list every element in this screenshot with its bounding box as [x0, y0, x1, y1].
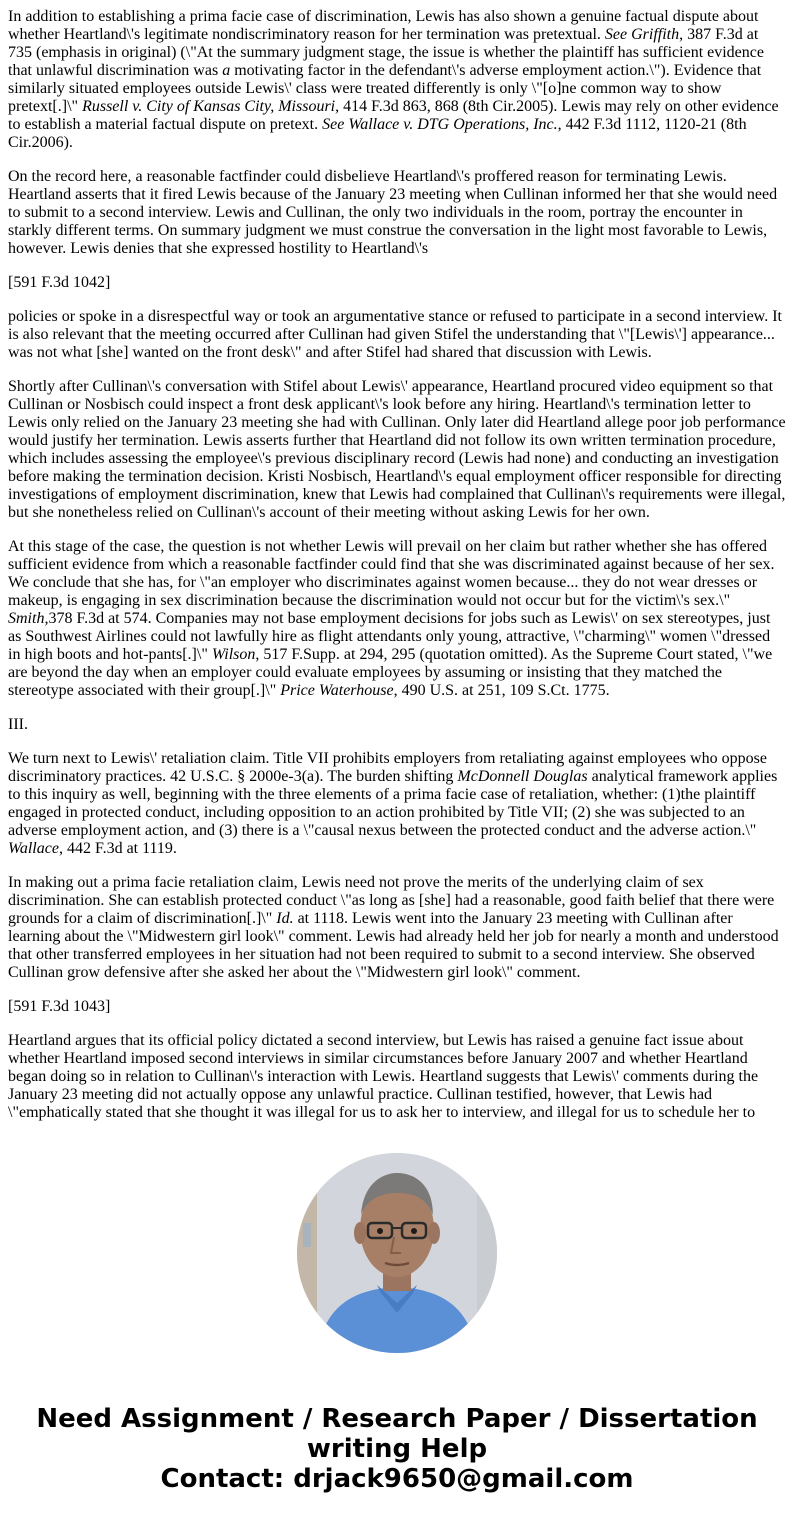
section-heading: III. [8, 716, 28, 733]
avatar [297, 1153, 497, 1353]
paragraph-prima-facie: In making out a prima facie retaliation claim, Lewis need not prove the merits of the underlying claim of sex discrimination. She can establish protected conduct \"as long as [she] had a reasonable, good faith belief that there were grounds for a claim of discrimination[.]\" Id. at 1118. Lewis went into the January 23 meeting with Cullinan after learning about the \"Midwestern girl look\" comment. Lewis had already held her job for nearly a month and understood that other transferred employees in her situation had not been required to submit to a second interview. She observed Cullinan grow defensive after she asked her about the \"Midwestern girl look\" comment. [8, 874, 779, 981]
page-marker: [591 F.3d 1042] [8, 274, 111, 291]
banner-line-1: Need Assignment / Research Paper / Dissertation [36, 1404, 758, 1434]
paragraph-pretext: In addition to establishing a prima facie case of discrimination, Lewis has also shown a genuine factual dispute about whether Heartland\'s legitimate nondiscriminatory reason for her termination was pretextual. See Griffith, 387 F.3d at 735 (emphasis in original) (\"At the summary judgment stage, the issue is whether the plaintiff has sufficient evidence that unlawful discrimination was a motivating factor in the defendant\'s adverse employment action.\"). Evidence that similarly situated employees outside Lewis\' class were treated differently is only \"[o]ne common way to show pretext[.]\" Russell v. City of Kansas City, Missouri, 414 F.3d 863, 868 (8th Cir.2005). Lewis may rely on other evidence to establish a material factual dispute on pretext. See Wallace v. DTG Operations, Inc., 442 F.3d 1112, 1120-21 (8th Cir.2006). [8, 8, 779, 151]
person-portrait-icon [297, 1153, 497, 1353]
document-body [8, 8, 786, 1123]
banner-line-2: writing Help [306, 1434, 488, 1464]
contact-banner [0, 1404, 794, 1494]
page-marker: [591 F.3d 1043] [8, 998, 111, 1015]
paragraph-conclusion: At this stage of the case, the question is not whether Lewis will prevail on her claim but rather whether she has offered sufficient evidence from which a reasonable factfinder could find that she was discriminated against because of her sex. We conclude that she has, for \"an employer who discriminates against women because... they do not wear dresses or makeup, is engaging in sex discrimination because the discrimination would not occur but for the victim\'s sex.\" Smith,378 F.3d at 574. Companies may not base employment decisions for jobs such as Lewis\' on sex stereotypes, just as Southwest Airlines could not lawfully hire as flight attendants only young, attractive, \"charming\" women \"dressed in high boots and hot-pants[.]\" Wilson, 517 F.Supp. at 294, 295 (quotation omitted). As the Supreme Court stated, \"we are beyond the day when an employer could evaluate employees by assuming or insisting that they matched the stereotype associated with their group[.]\" Price Waterhouse, 490 U.S. at 251, 109 S.Ct. 1775. [8, 538, 775, 699]
banner-contact: Contact: drjack9650@gmail.com [160, 1464, 634, 1494]
paragraph-retaliation: We turn next to Lewis\' retaliation claim. Title VII prohibits employers from retaliating against employees who oppose discriminatory practices. 42 U.S.C. § 2000e-3(a). The burden shifting McDonnell Douglas analytical framework applies to this inquiry as well, beginning with the three elements of a prima facie case of retaliation, whether: (1)the plaintiff engaged in protected conduct, including opposition to an action prohibited by Title VII; (2) she was subjected to an adverse employment action, and (3) there is a \"causal nexus between the protected conduct and the adverse action.\" Wallace, 442 F.3d at 1119. [8, 750, 778, 857]
paragraph-policies: policies or spoke in a disrespectful way or took an argumentative stance or refused to participate in a second interview. It is also relevant that the meeting occurred after Cullinan had given Stifel the understanding that \"[Lewis\'] appearance... was not what [she] wanted on the front desk\" and after Stifel had shared that discussion with Lewis. [8, 308, 782, 361]
paragraph-record: On the record here, a reasonable factfinder could disbelieve Heartland\'s proffered reason for terminating Lewis. Heartland asserts that it fired Lewis because of the January 23 meeting when Cullinan informed her that she would need to submit to a second interview. Lewis and Cullinan, the only two individuals in the room, portray the encounter in starkly different terms. On summary judgment we must construe the conversation in the light most favorable to Lewis, however. Lewis denies that she expressed hostility to Heartland\'s [8, 168, 778, 257]
paragraph-second-interview: Heartland argues that its official policy dictated a second interview, but Lewis has raised a genuine fact issue about whether Heartland imposed second interviews in similar circumstances before January 2007 and whether Heartland began doing so in relation to Cullinan\'s interaction with Lewis. Heartland suggests that Lewis\' comments during the January 23 meeting did not actually oppose any unlawful practice. Cullinan testified, however, that Lewis had \"emphatically stated that she thought it was illegal for us to ask her to interview, and illegal for us to schedule her to [8, 1032, 759, 1121]
paragraph-video-equipment: Shortly after Cullinan\'s conversation with Stifel about Lewis\' appearance, Heartland procured video equipment so that Cullinan or Nosbisch could inspect a front desk applicant\'s look before any hiring. Heartland\'s termination letter to Lewis only relied on the January 23 meeting she had with Cullinan. Only later did Heartland allege poor job performance would justify her termination. Lewis asserts further that Heartland did not follow its own written termination procedure, which includes assessing the employee\'s previous disciplinary record (Lewis had none) and conducting an investigation before making the termination decision. Kristi Nosbisch, Heartland\'s equal employment officer responsible for directing investigations of employment discrimination, knew that Lewis had complained that Cullinan\'s requirements were illegal, but she nonetheless relied on Cullinan\'s account of their meeting without asking Lewis for her own. [8, 378, 786, 521]
